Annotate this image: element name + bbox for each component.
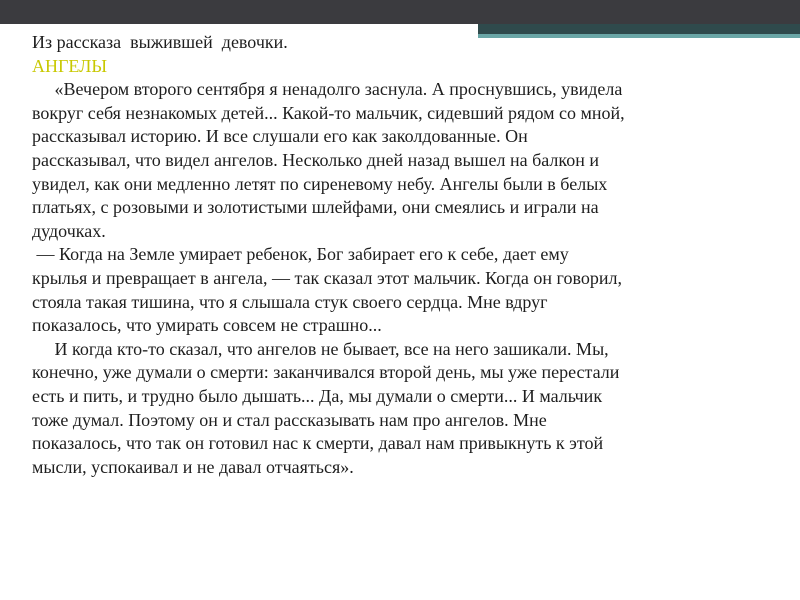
story-line: крылья и превращает в ангела, — так сказал этот мальчик. Когда он говорил, bbox=[32, 267, 622, 288]
story-line: вокруг себя незнакомых детей... Какой-то мальчик, сидевший рядом со мной, bbox=[32, 102, 625, 123]
story-line: мысли, успокаивал и не давал отчаяться». bbox=[32, 456, 354, 477]
story-line: «Вечером второго сентября я ненадолго заснула. А проснувшись, увидела bbox=[32, 79, 623, 100]
slide-subtitle: АНГЕЛЫ bbox=[32, 55, 108, 76]
story-line: И когда кто-то сказал, что ангелов не бывает, все на него зашикали. Мы, bbox=[32, 338, 609, 359]
slide-heading: Из рассказа выжившей девочки. bbox=[32, 32, 288, 52]
story-line: рассказывал, что видел ангелов. Несколько дней назад вышел на балкон и bbox=[32, 149, 599, 170]
slide-top-bar bbox=[0, 0, 800, 24]
story-line: увидел, как они медленно летят по сиреневому небу. Ангелы были в белых bbox=[32, 173, 608, 194]
story-line: платьях, с розовыми и золотистыми шлейфами, они смеялись и играли на bbox=[32, 197, 599, 218]
story-line: рассказывал историю. И все слушали его как заколдованные. Он bbox=[32, 126, 528, 147]
slide-content bbox=[32, 31, 778, 479]
story-line: дудочках. bbox=[32, 220, 106, 241]
story-line: — Когда на Земле умирает ребенок, Бог забирает его к себе, дает ему bbox=[32, 244, 569, 265]
story-line: стояла такая тишина, что я слышала стук своего сердца. Мне вдруг bbox=[32, 291, 548, 312]
story-line: конечно, уже думали о смерти: заканчивался второй день, мы уже перестали bbox=[32, 362, 620, 383]
story-line: показалось, что так он готовил нас к смерти, давал нам привыкнуть к этой bbox=[32, 433, 604, 454]
story-line: тоже думал. Поэтому он и стал рассказывать нам про ангелов. Мне bbox=[32, 409, 547, 430]
story-line: есть и пить, и трудно было дышать... Да, мы думали о смерти... И мальчик bbox=[32, 385, 603, 406]
story-line: показалось, что умирать совсем не страшно... bbox=[32, 315, 382, 336]
